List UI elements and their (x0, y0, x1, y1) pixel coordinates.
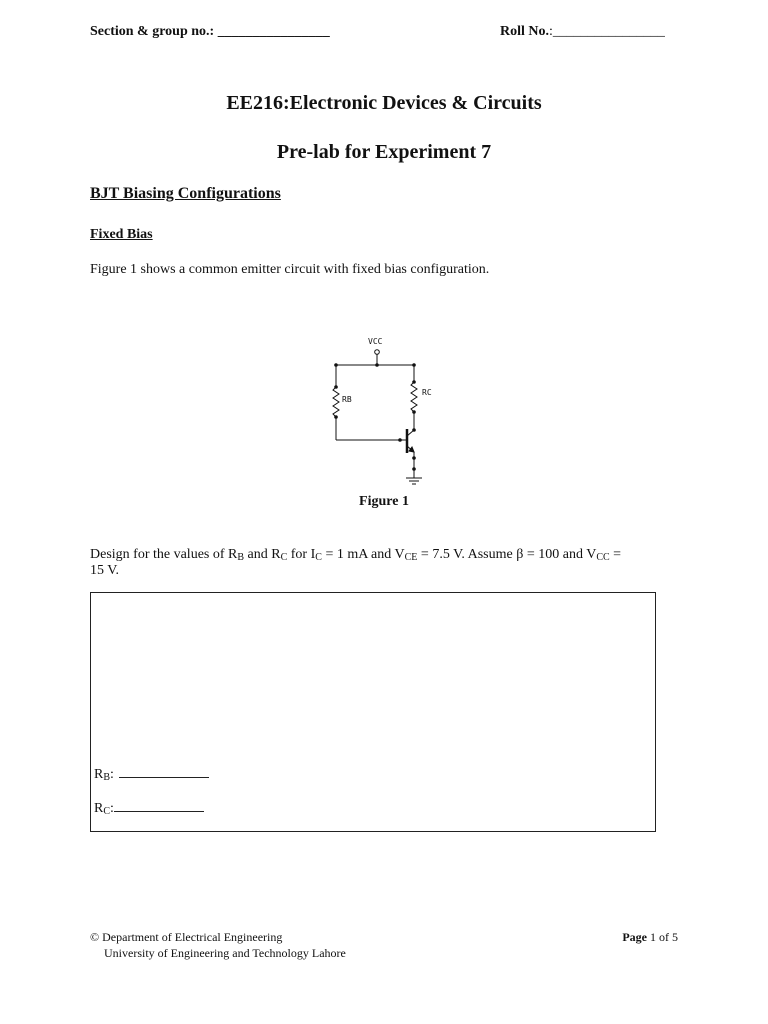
section-group-field (90, 24, 330, 40)
vcc-terminal-icon (375, 350, 380, 355)
roll-number-field (500, 24, 665, 40)
q-text: = 1 mA and V (321, 547, 405, 562)
q-sub: C (280, 552, 288, 563)
page-word: Page (622, 930, 647, 944)
rc-field-sub: C (103, 806, 111, 817)
page-number (622, 930, 678, 945)
rc-field-label: R (94, 801, 104, 816)
rb-label: RB (342, 395, 352, 404)
npn-transistor-icon (407, 429, 414, 453)
q-text: and R (244, 547, 281, 562)
rb-answer-field (94, 763, 209, 783)
rb-field-sub: B (103, 772, 111, 783)
subsection-heading: Fixed Bias (90, 227, 153, 242)
answer-box[interactable] (90, 592, 656, 832)
q-text: = (609, 547, 622, 562)
rc-field-colon: : (110, 801, 114, 816)
roll-number-blank: :________________ (549, 24, 665, 39)
vcc-label: VCC (368, 337, 383, 346)
design-question-line2: 15 V. (90, 563, 120, 578)
page-count: 1 of 5 (650, 930, 678, 944)
rb-field-colon: : (110, 767, 114, 782)
lab-title: Pre-lab for Experiment 7 (276, 141, 492, 163)
course-title: EE216:Electronic Devices & Circuits (226, 92, 542, 114)
intro-paragraph: Figure 1 shows a common emitter circuit with fixed bias configuration. (90, 262, 490, 277)
figure-caption: Figure 1 (359, 494, 409, 509)
section-group-label: Section & group no.: (90, 24, 215, 39)
q-text: Design for the values of R (90, 547, 238, 562)
q-sub: C (315, 552, 322, 563)
q-sub: CE (404, 552, 418, 563)
university-name: University of Engineering and Technology Lahore (104, 946, 346, 960)
fixed-bias-circuit (320, 332, 440, 494)
rc-label: RC (422, 388, 432, 397)
design-question (90, 547, 680, 579)
q-text: for I (287, 547, 316, 562)
roll-number-label: Roll No. (500, 24, 549, 39)
q-sub: CC (596, 552, 610, 563)
design-question-line1 (90, 547, 680, 563)
q-text: = 7.5 V. Assume β = 100 and V (417, 547, 597, 562)
section-group-blank: ________________ (217, 24, 330, 39)
rb-answer-line[interactable] (119, 763, 209, 778)
rc-answer-line[interactable] (114, 797, 204, 812)
footer-department (90, 930, 282, 945)
rb-resistor-icon (333, 387, 339, 417)
q-sub: B (237, 552, 245, 563)
rb-field-label: R (94, 767, 104, 782)
rc-resistor-icon (411, 382, 417, 412)
section-heading: BJT Biasing Configurations (90, 185, 281, 202)
ground-icon (406, 478, 422, 484)
copyright-icon: © (90, 930, 100, 944)
department-name: Department of Electrical Engineering (102, 930, 283, 944)
rc-answer-field (94, 797, 204, 817)
